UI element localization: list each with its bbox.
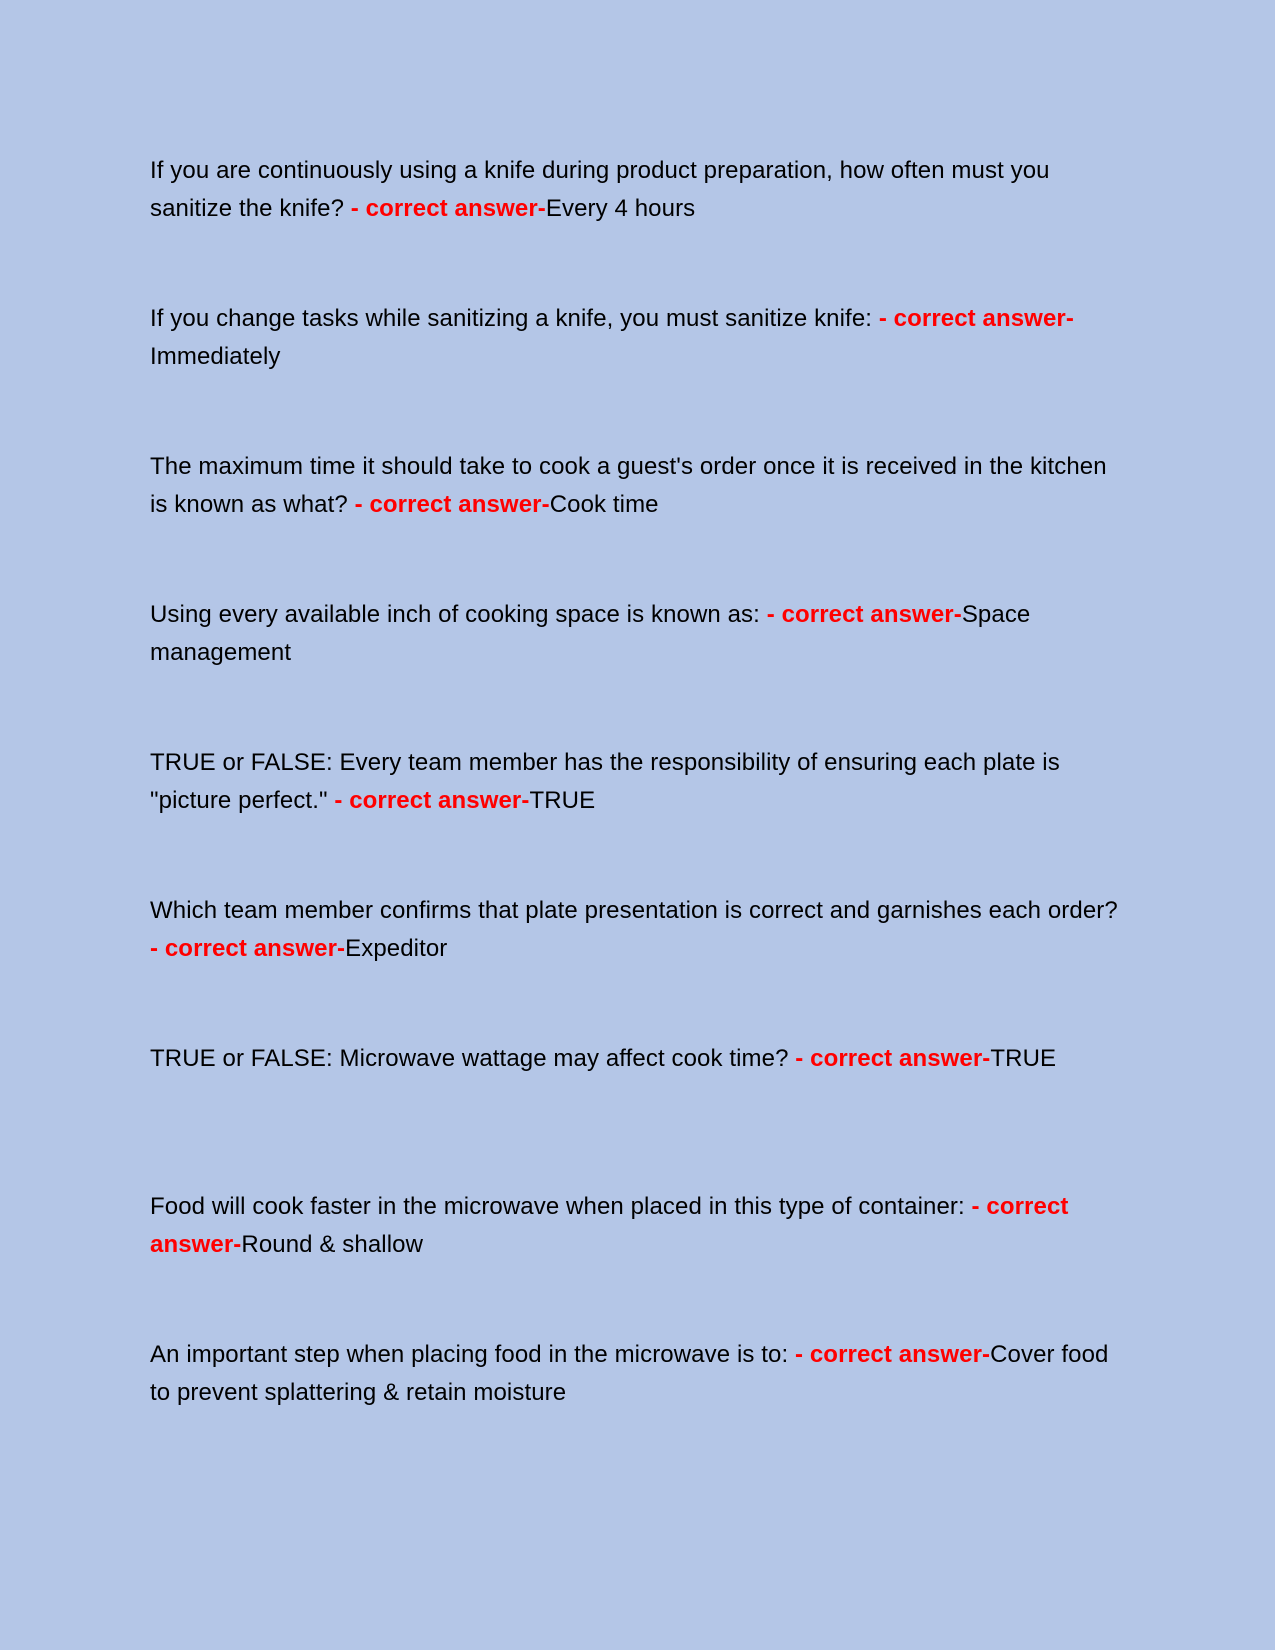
question-text: An important step when placing food in the microwave is to: [150,1341,795,1368]
answer-text: Immediately [150,343,281,370]
question-text: If you change tasks while sanitizing a knife, you must sanitize knife: [150,305,879,332]
question-text: TRUE or FALSE: Every team member has the responsibility of ensuring each plate is "picture perfect." [150,749,1060,814]
question-text: If you are continuously using a knife during product preparation, how often must you sanitize the knife? [150,157,1050,222]
qa-item [150,744,1130,820]
document-page [150,152,1130,1484]
answer-text: Cook time [549,491,659,518]
correct-answer-marker: - correct answer- [354,491,550,518]
correct-answer-marker: - correct answer- [795,1341,991,1368]
answer-text: TRUE [529,787,596,814]
answer-text: TRUE [990,1045,1057,1072]
answer-text: Every 4 hours [545,195,696,222]
correct-answer-marker: - correct answer- [766,601,962,628]
qa-item [150,152,1130,228]
correct-answer-marker: - correct answer- [150,1193,1069,1258]
question-text: Food will cook faster in the microwave when placed in this type of container: [150,1193,972,1220]
answer-text: Cover food to prevent splattering & retain moisture [150,1341,1109,1406]
question-text: Which team member confirms that plate presentation is correct and garnishes each order? [150,897,1118,924]
answer-text: Space management [150,601,1031,666]
qa-item [150,448,1130,524]
qa-item [150,1040,1130,1078]
qa-item [150,300,1130,376]
correct-answer-marker: - correct answer- [334,787,530,814]
correct-answer-marker: - correct answer- [350,195,546,222]
answer-text: Expeditor [345,935,448,962]
qa-item [150,892,1130,968]
qa-item [150,1188,1130,1264]
qa-item [150,596,1130,672]
question-text: The maximum time it should take to cook a guest's order once it is received in the kitchen is known as what? [150,453,1107,518]
question-text: TRUE or FALSE: Microwave wattage may affect cook time? [150,1045,796,1072]
correct-answer-marker: - correct answer- [795,1045,991,1072]
correct-answer-marker: - correct answer- [150,935,346,962]
answer-text: Round & shallow [241,1231,424,1258]
question-text: Using every available inch of cooking space is known as: [150,601,767,628]
qa-item [150,1336,1130,1412]
correct-answer-marker: - correct answer- [878,305,1074,332]
